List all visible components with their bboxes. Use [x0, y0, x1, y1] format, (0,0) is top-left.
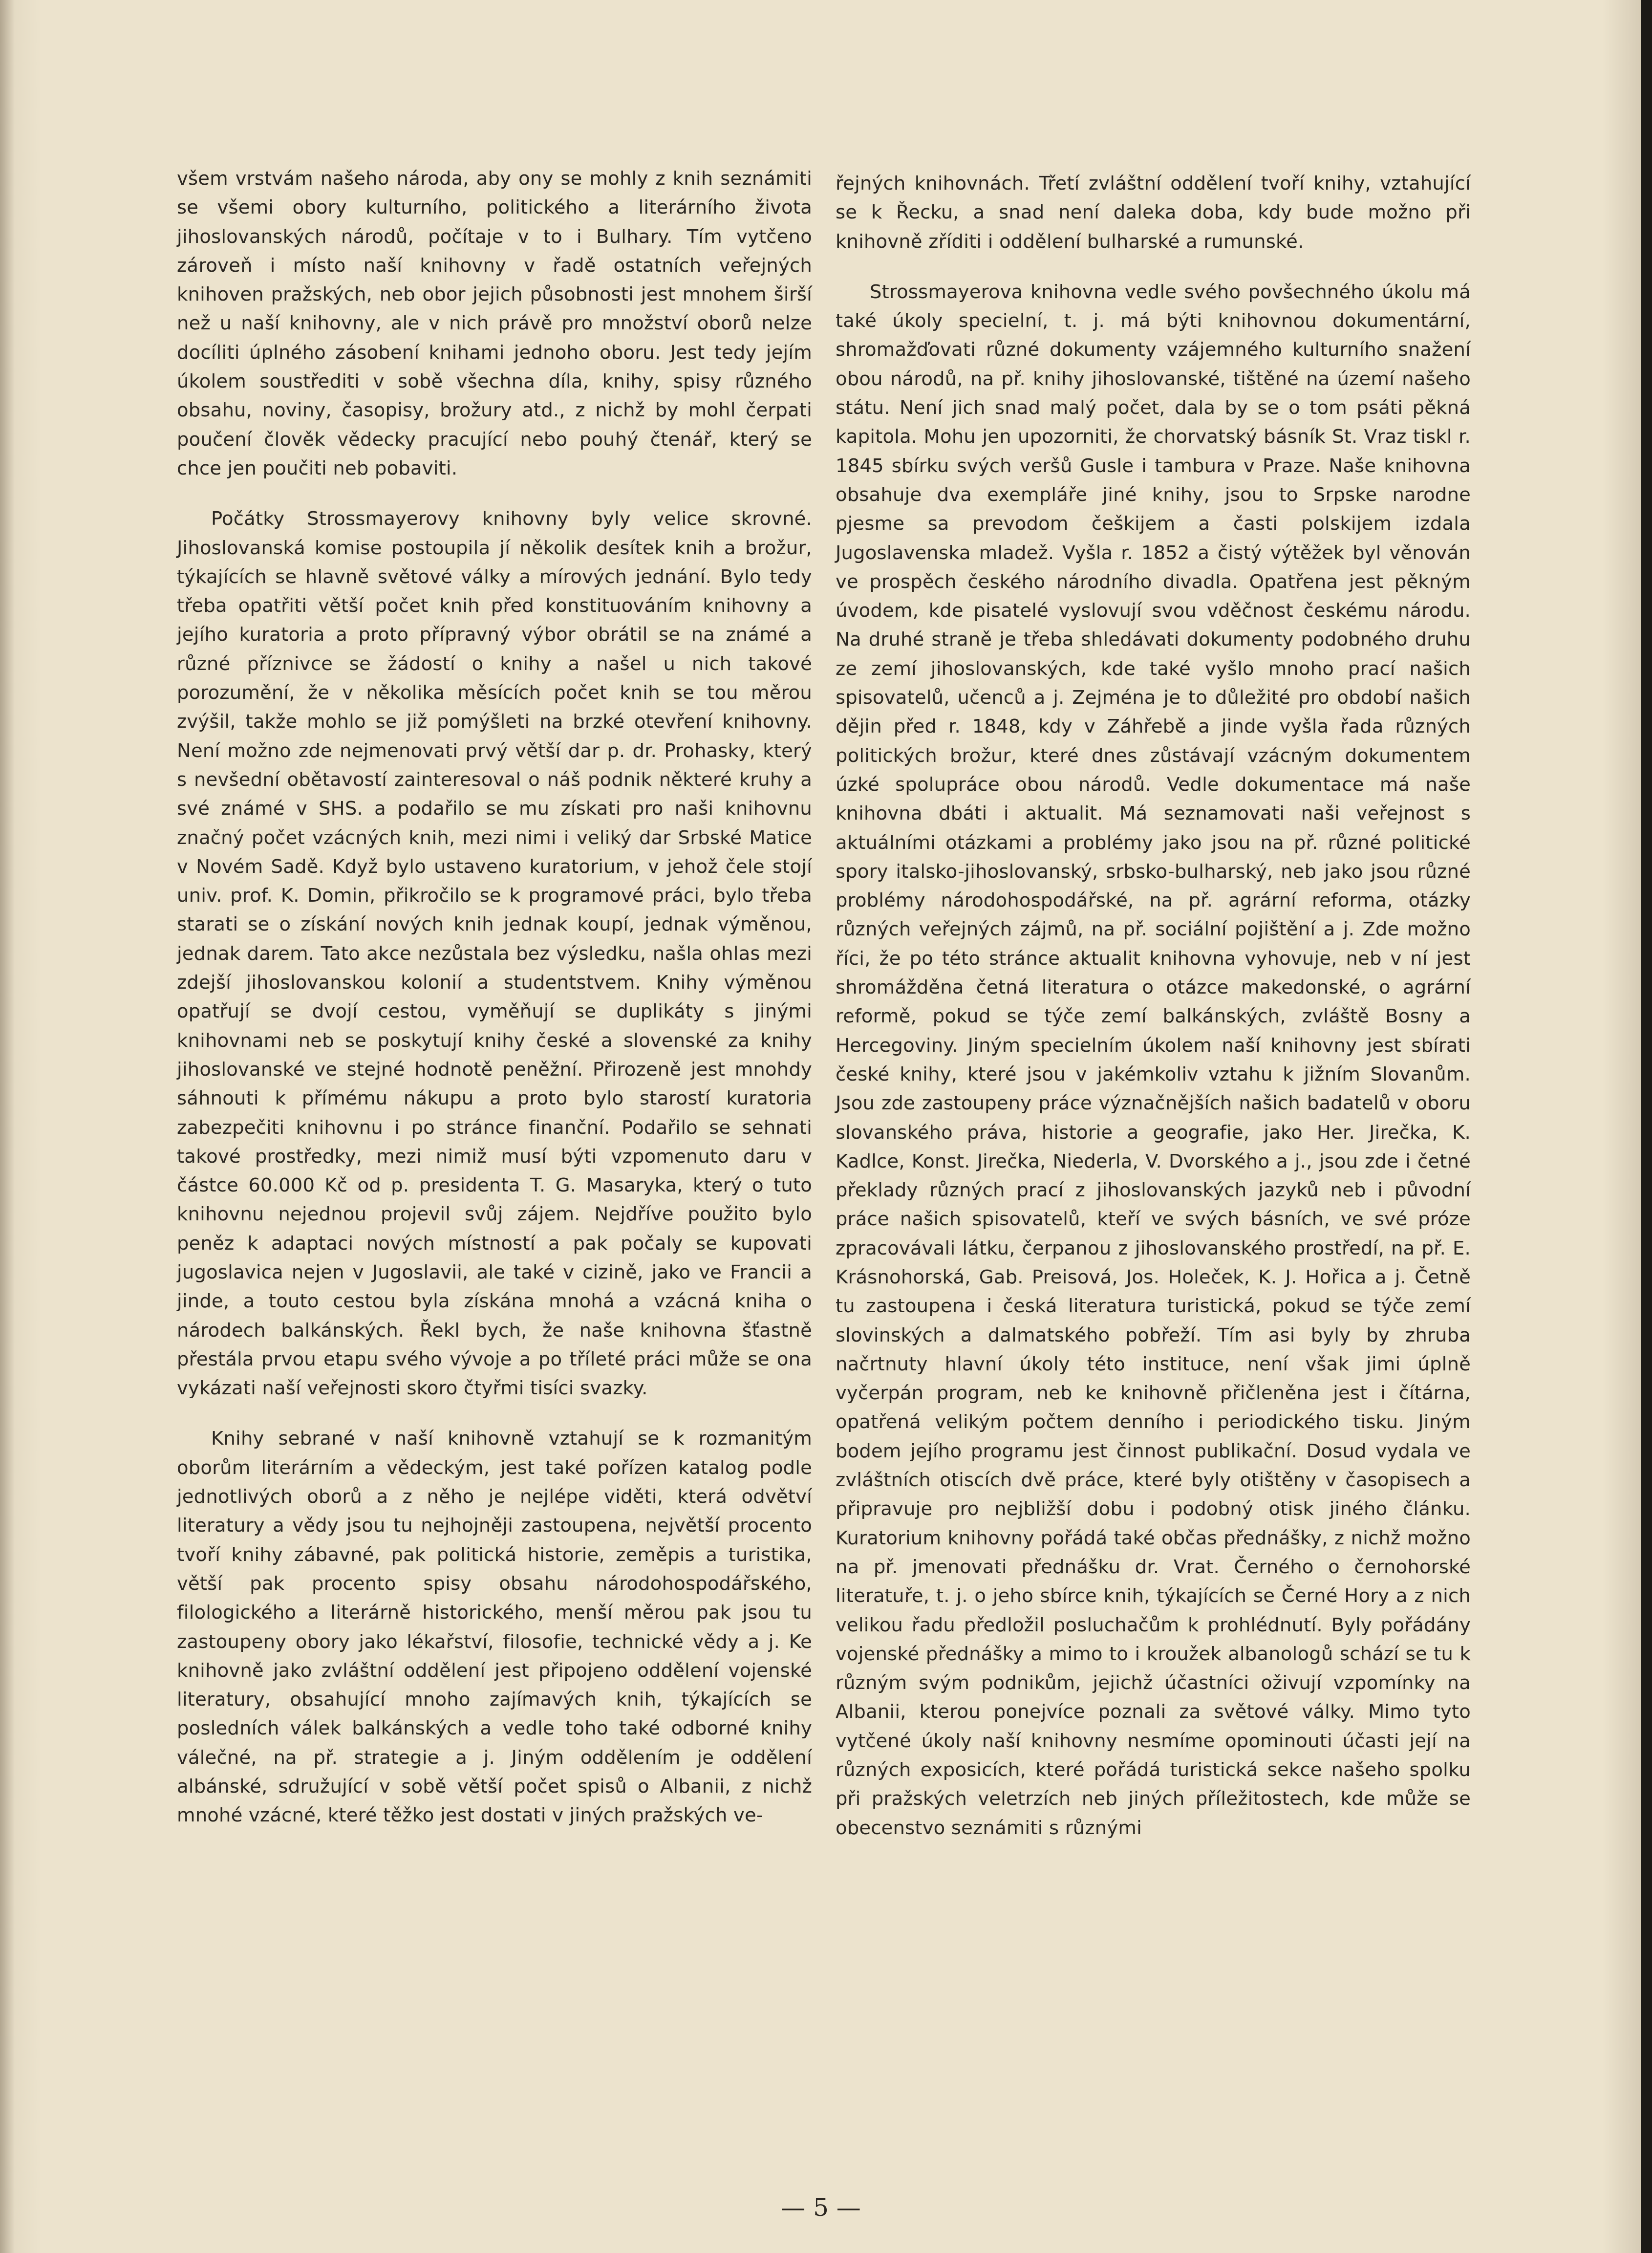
page-gutter-shadow: [0, 0, 15, 2253]
left-column: [177, 164, 812, 1830]
page-number: — 5 —: [781, 2193, 861, 2222]
left-paragraph-1: všem vrstvám našeho národa, aby ony se mohly z knih seznámiti se všemi obory kulturního, politického a literárního života jihoslovanských národů, počítaje v to i Bulhary. Tím vytčeno zároveň i místo naší knihovny v řadě ostatních veřejných knihoven pražských, neb obor jejich působnosti jest mnohem širší než u naší knihovny, ale v nich právě pro množství oborů nelze docíliti úplného zásobení knihami jednoho oboru. Jest tedy jejím úkolem soustřediti v sobě všechna díla, knihy, spisy různého obsahu, noviny, časopisy, brožury atd., z nichž by mohl čerpati poučení člověk vědecky pracující nebo pouhý čtenář, který se chce jen poučiti neb pobaviti.: [177, 168, 812, 479]
right-column: [836, 169, 1471, 1842]
right-paragraph-2: Strossmayerova knihovna vedle svého povšechného úkolu má také úkoly specielní, t. j. má býti knihovnou dokumentární, shromažďovati různé dokumenty vzájemného kulturního snažení obou národů, na př. knihy jihoslovanské, tištěné na území našeho státu. Není jich snad malý počet, dala by se o tom psáti pěkná kapitola. Mohu jen upozorniti, že chorvatský básník St. Vraz tiskl r. 1845 sbírku svých veršů Gusle i tambura v Praze. Naše knihovna obsahuje dva exempláře jiné knihy, jsou to Srpske narodne pjesme sa prevodom češkijem a časti polskijem izdala Jugoslavenska mladež. Vyšla r. 1852 a čistý výtěžek byl věnován ve prospěch českého národního divadla. Opatřena jest pěkným úvodem, kde pisatelé vyslovují svou vděčnost českému národu. Na druhé straně je třeba shledávati dokumenty podobného druhu ze zemí jihoslovanských, kde také vyšlo mnoho prací našich spisovatelů, učenců a j. Zejména je to důležité pro období našich dějin před r. 1848, kdy v Záhřebě a jinde vyšla řada různých politických brožur, které dnes zůstávají vzácným dokumentem úzké spolupráce obou národů. Vedle dokumentace má naše knihovna dbáti i aktualit. Má seznamovati naši veřejnost s aktuálními otázkami a problémy jako jsou na př. různé politické spory italsko-jihoslovanský, srbsko-bulharský, neb jako jsou různé problémy národohospodářské, na př. agrární reforma, otázky různých veřejných zájmů, na př. sociální pojištění a j. Zde možno říci, že po této stránce aktualit knihovna vyhovuje, neb v ní jest shromážděna četná literatura o otázce makedonské, o agrární reformě, pokud se týče zemí balkánských, zvláště Bosny a Hercegoviny. Jiným specielním úkolem naší knihovny jest sbírati české knihy, které jsou v jakémkoliv vztahu k jižním Slovanům. Jsou zde zastoupeny práce význačnějších našich badatelů v oboru slovanského práva, historie a geografie, jako Her. Jirečka, K. Kadlce, Konst. Jirečka, Niederla, V. Dvorského a j., jsou zde i četné překlady různých prací z jihoslovanských jazyků neb i původní práce našich spisovatelů, kteří ve svých básních, ve své próze zpracovávali látku, čerpanou z jihoslovanského prostředí, na př. E. Krásnohorská, Gab. Preisová, Jos. Holeček, K. J. Hořica a j. Četně tu zastoupena i česká literatura turistická, pokud se týče zemí slovinských a dalmatského pobřeží. Tím asi byly by zhruba načrtnuty hlavní úkoly této instituce, není však jimi úplně vyčerpán program, neb ke knihovně přičleněna jest i čítárna, opatřená velikým počtem denního i periodického tisku. Jiným bodem jejího programu jest činnost publikační. Dosud vydala ve zvláštních otiscích dvě práce, které byly otištěny v časopisech a připravuje pro nejbližší dobu i podobný otisk jiného článku. Kuratorium knihovny pořádá také občas přednášky, z nichž možno na př. jmenovati přednášku dr. Vrat. Černého o černohorské literatuře, t. j. o jeho sbírce knih, týkajících se Černé Hory a z nich velikou řadu předložil posluchačům k prohlédnutí. Byly pořádány vojenské přednášky a mimo to i kroužek albanologů schází se tu k různým svým podnikům, jejichž účastníci oživují vzpomínky na Albanii, kterou ponejvíce poznali za světové války. Mimo tyto vytčené úkoly naší knihovny nesmíme opominouti účasti její na různých exposicích, které pořádá turistická sekce našeho spolku při pražských veletrzích neb jiných příležitostech, kde může se obecenstvo seznámiti s různými: [836, 281, 1471, 1839]
left-paragraph-3: Knihy sebrané v naší knihovně vztahují se k rozmanitým oborům literárním a vědeckým, jest také pořízen katalog podle jednotlivých oborů a z něho je nejlépe viděti, která odvětví literatury a vědy jsou tu nejhojněji zastoupena, největší procento tvoří knihy zábavné, pak politická historie, zeměpis a turistika, větší pak procento spisy obsahu národohospodářského, filologického a literárně historického, menší měrou pak jsou tu zastoupeny obory jako lékařství, filosofie, technické vědy a j. Ke knihovně jako zvláštní oddělení jest připojeno oddělení vojenské literatury, obsahující mnoho zajímavých knih, týkajících se posledních válek balkánských a vedle toho také odborné knihy válečné, na př. strategie a j. Jiným oddělením je oddělení albánské, sdružující v sobě větší počet spisů o Albanii, z nichž mnohé vzácné, které těžko jest dostati v jiných pražských ve-: [177, 1428, 812, 1827]
page-right-edge: [1641, 0, 1652, 2253]
left-paragraph-2: Počátky Strossmayerovy knihovny byly velice skrovné. Jihoslovanská komise postoupila jí několik desítek knih a brožur, týkajících se hlavně světové války a mírových jednání. Bylo tedy třeba opatřiti větší počet knih před konstituováním knihovny a jejího kuratoria a proto přípravný výbor obrátil se na známé a různé příznivce se žádostí o knihy a našel u nich takové porozumění, že v několika měsících počet knih se tou měrou zvýšil, takže mohlo se již pomýšleti na brzké otevření knihovny. Není možno zde nejmenovati prvý větší dar p. dr. Prohasky, který s nevšední obětavostí zainteresoval o náš podnik některé kruhy a své známé v SHS. a podařilo se mu získati pro naši knihovnu značný počet vzácných knih, mezi nimi i veliký dar Srbské Matice v Novém Sadě. Když bylo ustaveno kuratorium, v jehož čele stojí univ. prof. K. Domin, přikročilo se k programové práci, bylo třeba starati se o získání nových knih jednak koupí, jednak výměnou, jednak darem. Tato akce nezůstala bez výsledku, našla ohlas mezi zdejší jihoslovanskou kolonií a studentstvem. Knihy výměnou opatřují se dvojí cestou, vyměňují se duplikáty s jinými knihovnami neb se poskytují knihy české a slovenské za knihy jihoslovanské ve stejné hodnotě peněžní. Přirozeně jest mnohdy sáhnouti k přímému nákupu a proto bylo starostí kuratoria zabezpečiti knihovnu i po stránce finanční. Podařilo se sehnati takové prostředky, mezi nimiž musí býti vzpomenuto daru v částce 60.000 Kč od p. presidenta T. G. Masaryka, který o tuto knihovnu nejednou projevil svůj zájem. Nejdříve použito bylo peněz k adaptaci nových místností a pak počaly se kupovati jugoslavica nejen v Jugoslavii, ale také v cizině, jako ve Francii a jinde, a touto cestou byla získána mnohá a vzácná kniha o národech balkánských. Řekl bych, že naše knihovna šťastně přestála prvou etapu svého vývoje a po tříleté práci může se ona vykázati naší veřejnosti skoro čtyřmi tisíci svazky.: [177, 508, 812, 1400]
right-paragraph-1: řejných knihovnách. Třetí zvláštní oddělení tvoří knihy, vztahující se k Řecku, a snad není daleka doba, kdy bude možno při knihovně zříditi i oddělení bulharské a rumunské.: [836, 173, 1471, 253]
